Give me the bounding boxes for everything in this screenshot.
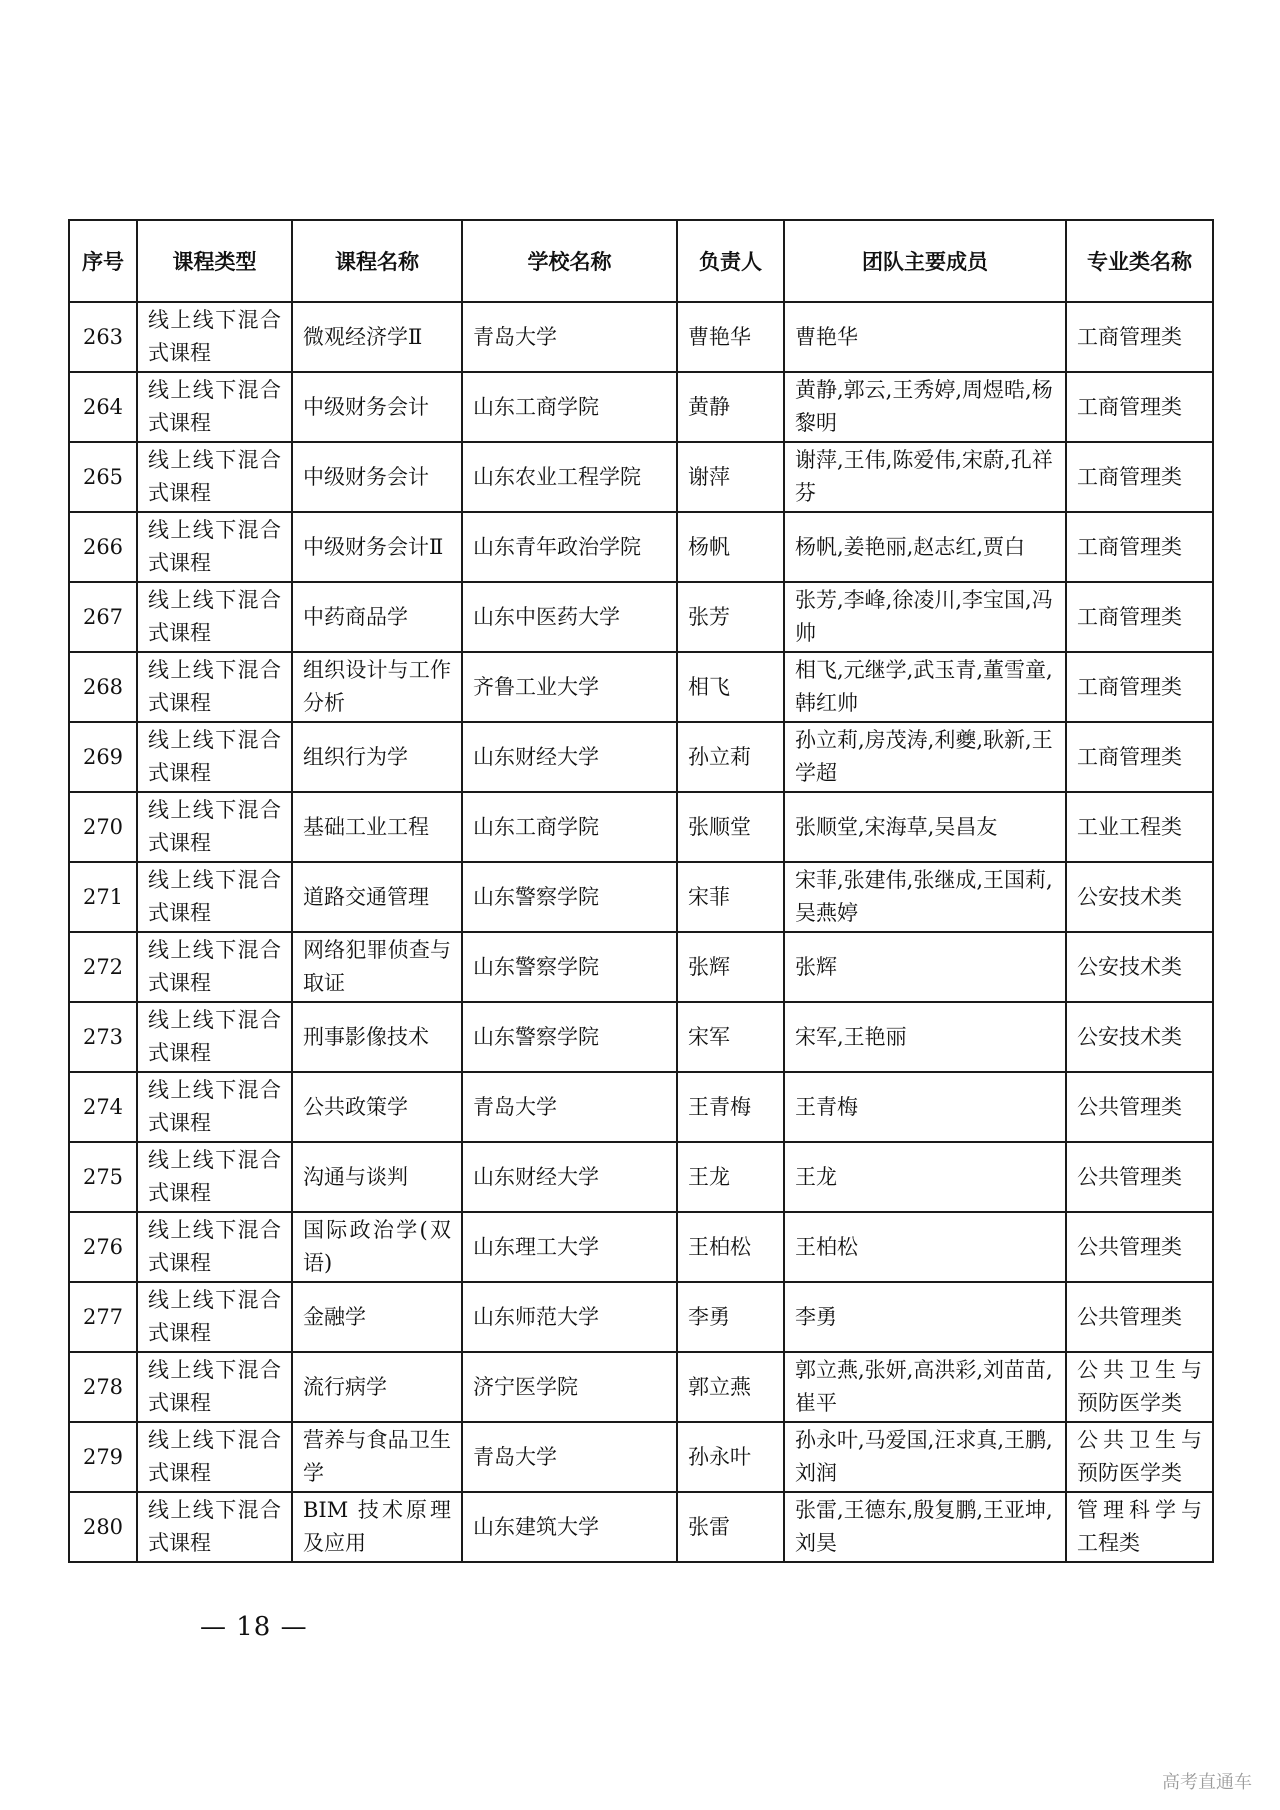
cell-course-name: 国际政治学(双语) xyxy=(292,1212,462,1282)
cell-major-category: 管理科学与工程类 xyxy=(1066,1492,1213,1562)
cell-team-members: 黄静,郭云,王秀婷,周煜晧,杨黎明 xyxy=(784,372,1066,442)
cell-course-name: 公共政策学 xyxy=(292,1072,462,1142)
cell-course-type: 线上线下混合式课程 xyxy=(137,442,292,512)
cell-course-type: 线上线下混合式课程 xyxy=(137,1072,292,1142)
cell-leader: 曹艳华 xyxy=(677,302,784,372)
cell-course-type: 线上线下混合式课程 xyxy=(137,582,292,652)
cell-team-members: 王龙 xyxy=(784,1142,1066,1212)
cell-course-name: 微观经济学Ⅱ xyxy=(292,302,462,372)
cell-course-type: 线上线下混合式课程 xyxy=(137,722,292,792)
cell-team-members: 孙立莉,房茂涛,利夔,耿新,王学超 xyxy=(784,722,1066,792)
cell-course-type: 线上线下混合式课程 xyxy=(137,1492,292,1562)
cell-index: 278 xyxy=(69,1352,137,1422)
cell-leader: 孙永叶 xyxy=(677,1422,784,1492)
table-row xyxy=(69,1282,1213,1352)
cell-course-name: 中级财务会计 xyxy=(292,372,462,442)
table-row xyxy=(69,1072,1213,1142)
cell-index: 273 xyxy=(69,1002,137,1072)
cell-index: 280 xyxy=(69,1492,137,1562)
cell-school-name: 山东警察学院 xyxy=(462,932,677,1002)
cell-leader: 王龙 xyxy=(677,1142,784,1212)
cell-index: 267 xyxy=(69,582,137,652)
cell-school-name: 山东农业工程学院 xyxy=(462,442,677,512)
cell-course-type: 线上线下混合式课程 xyxy=(137,372,292,442)
cell-school-name: 齐鲁工业大学 xyxy=(462,652,677,722)
cell-index: 271 xyxy=(69,862,137,932)
cell-major-category: 公安技术类 xyxy=(1066,862,1213,932)
cell-team-members: 郭立燕,张妍,高洪彩,刘苗苗,崔平 xyxy=(784,1352,1066,1422)
cell-index: 266 xyxy=(69,512,137,582)
table-row xyxy=(69,512,1213,582)
cell-major-category: 工商管理类 xyxy=(1066,442,1213,512)
table-row xyxy=(69,862,1213,932)
cell-school-name: 山东财经大学 xyxy=(462,1142,677,1212)
cell-school-name: 山东中医药大学 xyxy=(462,582,677,652)
cell-leader: 张雷 xyxy=(677,1492,784,1562)
cell-leader: 张辉 xyxy=(677,932,784,1002)
cell-school-name: 山东青年政治学院 xyxy=(462,512,677,582)
cell-team-members: 宋军,王艳丽 xyxy=(784,1002,1066,1072)
table-row xyxy=(69,1212,1213,1282)
cell-leader: 郭立燕 xyxy=(677,1352,784,1422)
cell-team-members: 张顺堂,宋海草,吴昌友 xyxy=(784,792,1066,862)
cell-course-type: 线上线下混合式课程 xyxy=(137,302,292,372)
table-row xyxy=(69,1492,1213,1562)
cell-course-name: 道路交通管理 xyxy=(292,862,462,932)
cell-school-name: 青岛大学 xyxy=(462,302,677,372)
cell-team-members: 张辉 xyxy=(784,932,1066,1002)
cell-course-name: 组织行为学 xyxy=(292,722,462,792)
cell-school-name: 济宁医学院 xyxy=(462,1352,677,1422)
header-leader: 负责人 xyxy=(677,220,784,302)
table-row xyxy=(69,582,1213,652)
cell-school-name: 山东警察学院 xyxy=(462,1002,677,1072)
cell-leader: 王柏松 xyxy=(677,1212,784,1282)
cell-index: 263 xyxy=(69,302,137,372)
cell-course-name: 网络犯罪侦查与取证 xyxy=(292,932,462,1002)
cell-course-type: 线上线下混合式课程 xyxy=(137,932,292,1002)
table-row xyxy=(69,1422,1213,1492)
cell-index: 269 xyxy=(69,722,137,792)
cell-school-name: 山东财经大学 xyxy=(462,722,677,792)
cell-course-name: 沟通与谈判 xyxy=(292,1142,462,1212)
cell-school-name: 山东师范大学 xyxy=(462,1282,677,1352)
table-row xyxy=(69,372,1213,442)
cell-team-members: 王青梅 xyxy=(784,1072,1066,1142)
course-table xyxy=(68,219,1214,1563)
header-index: 序号 xyxy=(69,220,137,302)
cell-course-type: 线上线下混合式课程 xyxy=(137,652,292,722)
cell-course-type: 线上线下混合式课程 xyxy=(137,1212,292,1282)
cell-course-name: 中级财务会计Ⅱ xyxy=(292,512,462,582)
cell-index: 274 xyxy=(69,1072,137,1142)
cell-course-name: 营养与食品卫生学 xyxy=(292,1422,462,1492)
cell-leader: 杨帆 xyxy=(677,512,784,582)
cell-school-name: 青岛大学 xyxy=(462,1422,677,1492)
table-row xyxy=(69,792,1213,862)
cell-index: 277 xyxy=(69,1282,137,1352)
cell-major-category: 工商管理类 xyxy=(1066,372,1213,442)
cell-team-members: 张芳,李峰,徐凌川,李宝国,冯帅 xyxy=(784,582,1066,652)
table-row xyxy=(69,302,1213,372)
cell-team-members: 杨帆,姜艳丽,赵志红,贾白 xyxy=(784,512,1066,582)
cell-course-name: 基础工业工程 xyxy=(292,792,462,862)
cell-major-category: 工商管理类 xyxy=(1066,512,1213,582)
cell-leader: 相飞 xyxy=(677,652,784,722)
cell-course-type: 线上线下混合式课程 xyxy=(137,1422,292,1492)
cell-leader: 孙立莉 xyxy=(677,722,784,792)
header-team-members: 团队主要成员 xyxy=(784,220,1066,302)
header-course-type: 课程类型 xyxy=(137,220,292,302)
cell-major-category: 公共卫生与预防医学类 xyxy=(1066,1352,1213,1422)
cell-major-category: 工商管理类 xyxy=(1066,302,1213,372)
cell-team-members: 李勇 xyxy=(784,1282,1066,1352)
cell-major-category: 公共卫生与预防医学类 xyxy=(1066,1422,1213,1492)
cell-major-category: 工商管理类 xyxy=(1066,652,1213,722)
cell-team-members: 宋菲,张建伟,张继成,王国莉,吴燕婷 xyxy=(784,862,1066,932)
cell-course-type: 线上线下混合式课程 xyxy=(137,512,292,582)
cell-team-members: 王柏松 xyxy=(784,1212,1066,1282)
cell-index: 270 xyxy=(69,792,137,862)
cell-leader: 谢萍 xyxy=(677,442,784,512)
cell-index: 275 xyxy=(69,1142,137,1212)
cell-major-category: 公共管理类 xyxy=(1066,1072,1213,1142)
cell-index: 268 xyxy=(69,652,137,722)
header-course-name: 课程名称 xyxy=(292,220,462,302)
cell-course-name: BIM 技术原理及应用 xyxy=(292,1492,462,1562)
cell-index: 264 xyxy=(69,372,137,442)
header-school-name: 学校名称 xyxy=(462,220,677,302)
cell-leader: 李勇 xyxy=(677,1282,784,1352)
table-row xyxy=(69,442,1213,512)
cell-leader: 王青梅 xyxy=(677,1072,784,1142)
cell-course-type: 线上线下混合式课程 xyxy=(137,862,292,932)
cell-school-name: 山东理工大学 xyxy=(462,1212,677,1282)
table-row xyxy=(69,722,1213,792)
table-header-row xyxy=(69,220,1213,302)
table-row xyxy=(69,1142,1213,1212)
cell-course-type: 线上线下混合式课程 xyxy=(137,792,292,862)
cell-major-category: 公安技术类 xyxy=(1066,1002,1213,1072)
cell-course-type: 线上线下混合式课程 xyxy=(137,1352,292,1422)
cell-course-type: 线上线下混合式课程 xyxy=(137,1282,292,1352)
cell-course-name: 流行病学 xyxy=(292,1352,462,1422)
cell-team-members: 张雷,王德东,殷复鹏,王亚坤,刘昊 xyxy=(784,1492,1066,1562)
cell-team-members: 相飞,元继学,武玉青,董雪童,韩红帅 xyxy=(784,652,1066,722)
cell-course-name: 中级财务会计 xyxy=(292,442,462,512)
cell-leader: 黄静 xyxy=(677,372,784,442)
cell-leader: 宋军 xyxy=(677,1002,784,1072)
cell-index: 265 xyxy=(69,442,137,512)
cell-course-type: 线上线下混合式课程 xyxy=(137,1142,292,1212)
cell-major-category: 工商管理类 xyxy=(1066,722,1213,792)
header-major-category: 专业类名称 xyxy=(1066,220,1213,302)
cell-leader: 张芳 xyxy=(677,582,784,652)
cell-major-category: 工业工程类 xyxy=(1066,792,1213,862)
cell-course-name: 刑事影像技术 xyxy=(292,1002,462,1072)
table-row xyxy=(69,932,1213,1002)
table-row xyxy=(69,652,1213,722)
cell-course-name: 组织设计与工作分析 xyxy=(292,652,462,722)
watermark: 高考直通车 xyxy=(1162,1772,1252,1793)
cell-school-name: 山东警察学院 xyxy=(462,862,677,932)
cell-team-members: 曹艳华 xyxy=(784,302,1066,372)
cell-school-name: 山东工商学院 xyxy=(462,792,677,862)
cell-school-name: 青岛大学 xyxy=(462,1072,677,1142)
cell-course-name: 金融学 xyxy=(292,1282,462,1352)
cell-course-name: 中药商品学 xyxy=(292,582,462,652)
cell-major-category: 公安技术类 xyxy=(1066,932,1213,1002)
cell-major-category: 工商管理类 xyxy=(1066,582,1213,652)
cell-leader: 宋菲 xyxy=(677,862,784,932)
cell-school-name: 山东建筑大学 xyxy=(462,1492,677,1562)
cell-major-category: 公共管理类 xyxy=(1066,1142,1213,1212)
cell-index: 272 xyxy=(69,932,137,1002)
cell-team-members: 孙永叶,马爱国,汪求真,王鹏,刘润 xyxy=(784,1422,1066,1492)
table-row xyxy=(69,1002,1213,1072)
cell-major-category: 公共管理类 xyxy=(1066,1282,1213,1352)
cell-course-type: 线上线下混合式课程 xyxy=(137,1002,292,1072)
cell-major-category: 公共管理类 xyxy=(1066,1212,1213,1282)
table-body xyxy=(69,302,1213,1562)
cell-index: 279 xyxy=(69,1422,137,1492)
cell-school-name: 山东工商学院 xyxy=(462,372,677,442)
cell-index: 276 xyxy=(69,1212,137,1282)
page-number: — 18 — xyxy=(200,1612,308,1642)
cell-leader: 张顺堂 xyxy=(677,792,784,862)
table-row xyxy=(69,1352,1213,1422)
cell-team-members: 谢萍,王伟,陈爱伟,宋蔚,孔祥芬 xyxy=(784,442,1066,512)
